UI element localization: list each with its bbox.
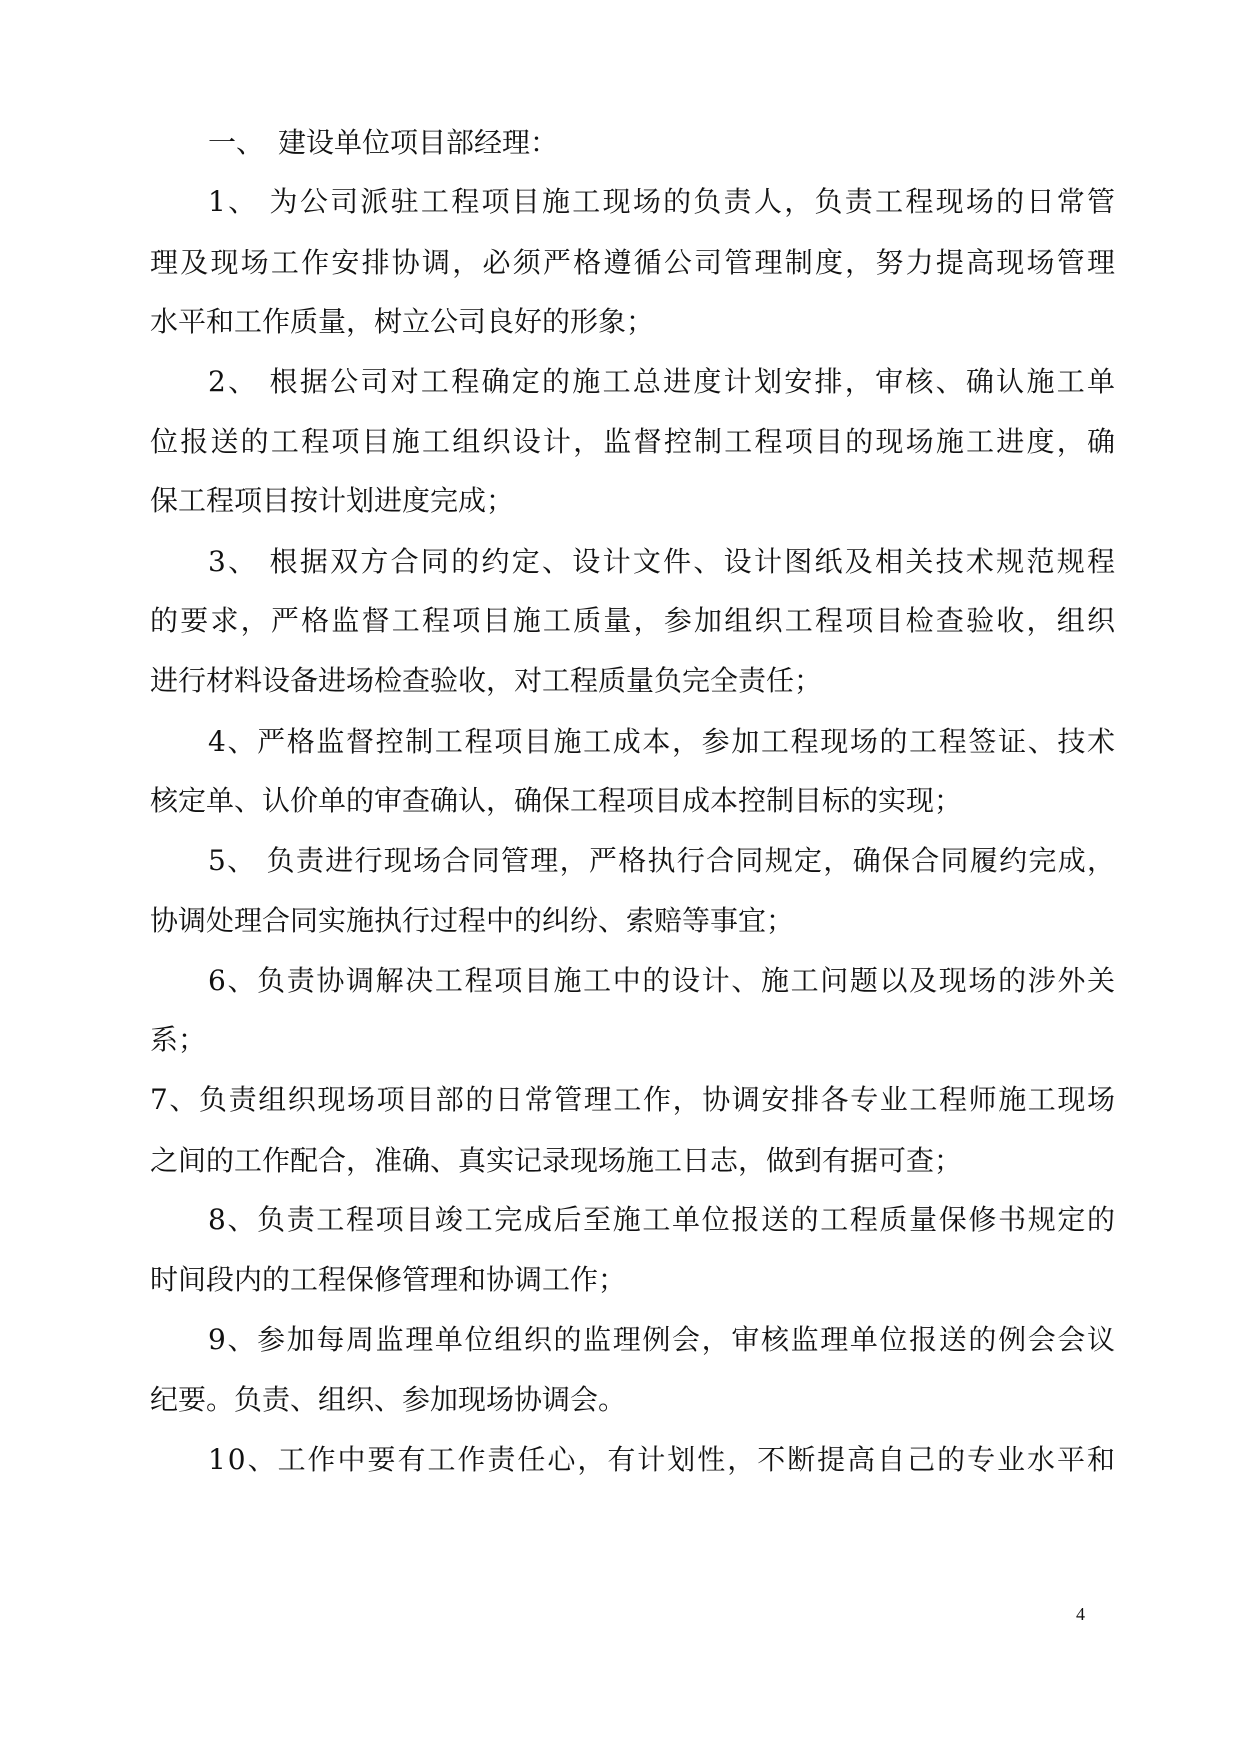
- text-line: 进行材料设备进场检查验收，对工程质量负完全责任；: [150, 664, 823, 697]
- text-line: 8、负责工程项目竣工完成后至施工单位报送的工程质量保修书规定的: [208, 1203, 1117, 1236]
- page-number: 4: [1076, 1604, 1085, 1624]
- text-line: 6、负责协调解决工程项目施工中的设计、施工问题以及现场的涉外关: [208, 964, 1117, 997]
- text-line: 2、 根据公司对工程确定的施工总进度计划安排，审核、确认施工单: [208, 365, 1118, 398]
- text-line: 4、严格监督控制工程项目施工成本，参加工程现场的工程签证、技术: [208, 725, 1117, 758]
- text-line: 纪要。负责、组织、参加现场协调会。: [150, 1383, 627, 1416]
- text-line: 的要求，严格监督工程项目施工质量，参加组织工程项目检查验收，组织: [150, 604, 1118, 637]
- text-line: 5、 负责进行现场合同管理，严格执行合同规定，确保合同履约完成，: [208, 844, 1117, 877]
- text-line: 时间段内的工程保修管理和协调工作；: [150, 1263, 627, 1296]
- text-line: 9、参加每周监理单位组织的监理例会，审核监理单位报送的例会会议: [208, 1323, 1117, 1356]
- text-line: 位报送的工程项目施工组织设计，监督控制工程项目的现场施工进度，确: [150, 425, 1118, 458]
- text-line: 1、 为公司派驻工程项目施工现场的负责人，负责工程现场的日常管: [208, 185, 1118, 218]
- text-line: 3、 根据双方合同的约定、设计文件、设计图纸及相关技术规范规程: [208, 545, 1118, 578]
- text-line: 水平和工作质量，树立公司良好的形象；: [150, 305, 655, 338]
- section-heading: 一、 建设单位项目部经理：: [208, 126, 559, 159]
- text-line: 协调处理合同实施执行过程中的纠纷、索赔等事宜；: [150, 904, 795, 937]
- text-line: 保工程项目按计划进度完成；: [150, 484, 515, 517]
- text-line: 系；: [150, 1023, 207, 1056]
- text-line: 之间的工作配合，准确、真实记录现场施工日志，做到有据可查；: [150, 1144, 963, 1177]
- text-line: 7、负责组织现场项目部的日常管理工作，协调安排各专业工程师施工现场: [150, 1083, 1117, 1116]
- text-line: 理及现场工作安排协调，必须严格遵循公司管理制度，努力提高现场管理: [150, 246, 1118, 279]
- text-line: 10、工作中要有工作责任心，有计划性，不断提高自己的专业水平和: [208, 1443, 1117, 1476]
- text-line: 核定单、认价单的审查确认，确保工程项目成本控制目标的实现；: [150, 784, 963, 817]
